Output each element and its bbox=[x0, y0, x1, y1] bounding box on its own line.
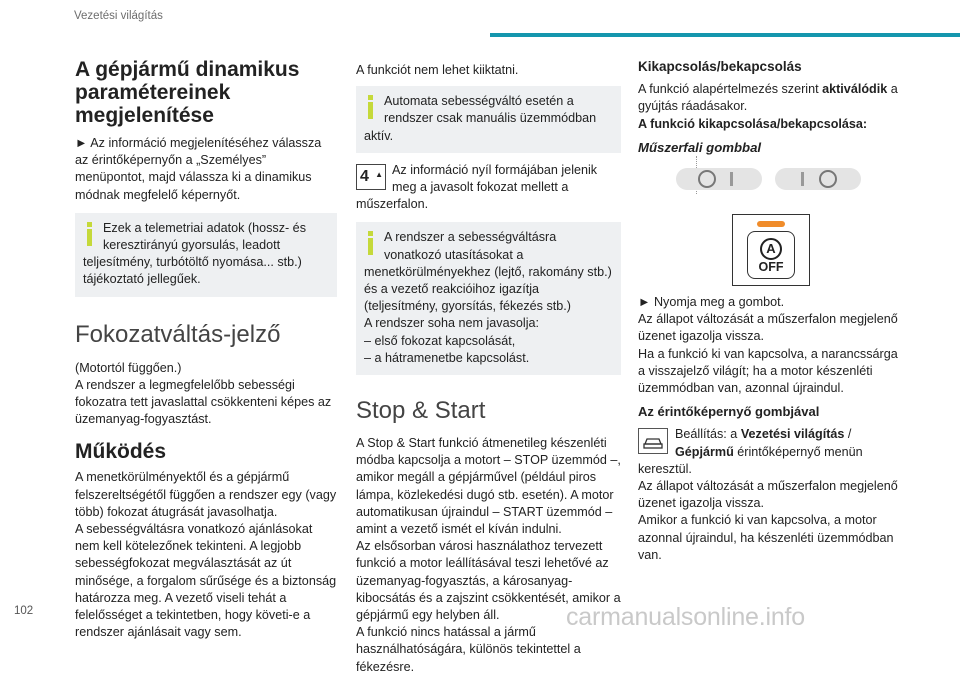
steering-wheel-icon bbox=[698, 170, 716, 188]
info-icon bbox=[83, 222, 97, 248]
paragraph-gear-description: A rendszer a legmegfelelőbb sebességi fokozatra tett javaslattal csökkenteni képes az üzemanyag-fogyasztást. bbox=[75, 377, 332, 427]
paragraph-operation-1: A menetkörülményektől és a gépjármű felszereltségétől függően a rendszer egy (vagy több) fokozat átugrását javasolhatja. bbox=[75, 470, 337, 519]
info-box-conditions bbox=[356, 222, 621, 375]
orange-indicator-led bbox=[757, 221, 785, 227]
section-title-stop-start: Stop & Start bbox=[356, 397, 486, 425]
paragraph-orange-indicator: Ha a funkció ki van kapcsolva, a narancssárga a visszajelző világít; ha a motor készenléti üzemmódban van, azonnal újraindul. bbox=[638, 346, 898, 396]
info-text-never: A rendszer soha nem javasolja: bbox=[364, 316, 540, 331]
text-touch-setting: Beállítás: a Vezetési világítás / Gépjármű érintőképernyő menün keresztül. bbox=[638, 427, 863, 476]
steering-switch-illustration-left bbox=[676, 168, 762, 190]
column-1 bbox=[75, 56, 337, 641]
gear-indicator-icon: 4 ▲ bbox=[356, 164, 386, 190]
car-icon bbox=[638, 428, 668, 454]
paragraph-cannot-disable: A funkciót nem lehet kiiktatni. bbox=[356, 63, 519, 77]
paragraph-engine-dependent: (Motortól függően.) bbox=[75, 360, 182, 375]
info-text-automatic: Automata sebességváltó esetén a rendszer csak manuális üzemmódban aktív. bbox=[364, 94, 597, 143]
column-3-lower bbox=[638, 294, 898, 564]
info-text-never-2: – a hátramenetbe kapcsolást. bbox=[364, 350, 530, 365]
section-title-dynamic-params: A gépjármű dinamikus paramétereinek megjelenítése bbox=[75, 58, 300, 127]
paragraph-stop-start-1: A Stop & Start funkció átmenetileg készenléti módba kapcsolja a motort – STOP üzemmód –, amikor megáll a gépjárművel (például piros lámpa, közlekedési dugó stb. esetén). A motor automatikusan újraindul – START üzemmód – amint a vezető ismét el kíván indulni. bbox=[356, 436, 621, 537]
text-arrow-info: Az információ nyíl formájában jelenik meg a javasolt fokozat mellett a műszerfalon. bbox=[356, 162, 598, 212]
info-icon bbox=[364, 95, 378, 121]
paragraph-display-instructions: ► Az információ megjelenítéséhez válassza az érintőképernyőn a „Személyes” menüpontot, majd válassza ki a dinamikus módnak megfelelő képernyőt. bbox=[75, 136, 322, 202]
steering-switch-illustration-right bbox=[775, 168, 861, 190]
auto-letter-icon: A bbox=[760, 238, 782, 260]
header-accent-bar bbox=[490, 33, 960, 37]
paragraph-press-button: ► Nyomja meg a gombot. bbox=[638, 295, 785, 309]
subsection-touchscreen-button: Az érintőképernyő gombjával bbox=[638, 404, 820, 420]
stop-start-button-illustration bbox=[732, 214, 810, 286]
section-title-disable-enable: Kikapcsolás/bekapcsolás bbox=[638, 59, 802, 74]
info-icon bbox=[364, 231, 378, 257]
info-text-never-1: – első fokozat kapcsolását, bbox=[364, 333, 516, 348]
column-2 bbox=[356, 56, 621, 676]
paragraph-stop-start-2: Az elsősorban városi használathoz tervezett funkció a motor leállításával teszi lehetővé az üzemanyag-fogyasztás, a károsanyag-kibocsátás és a zajszint csökkentését, amikor a gépjármű egy helyben áll. bbox=[356, 539, 621, 623]
section-title-gear-shift: Fokozatváltás-jelző bbox=[75, 320, 281, 348]
paragraph-stop-start-3: A funkció nincs hatással a jármű használhatóságára, különös tekintettel a fékezésre. bbox=[356, 625, 581, 674]
page-header-title: Vezetési világítás bbox=[74, 10, 163, 22]
auto-off-button-icon bbox=[747, 231, 795, 279]
paragraph-default-active: A funkció alapértelmezés szerint aktiválódik a gyújtás ráadásakor. bbox=[638, 82, 898, 114]
paragraph-how-to-toggle: A funkció kikapcsolása/bekapcsolása: bbox=[638, 116, 868, 131]
info-box-telemetry bbox=[75, 213, 337, 297]
subsection-dashboard-button: Műszerfali gombbal bbox=[638, 139, 762, 155]
section-title-operation: Működés bbox=[75, 440, 167, 464]
touchscreen-setting-note bbox=[638, 426, 898, 478]
gear-arrow-note bbox=[356, 162, 621, 214]
paragraph-touch-disabled: Amikor a funkció ki van kapcsolva, a motor azonnal újraindul, ha készenléti üzemmódban van. bbox=[638, 513, 894, 562]
page-number: 102 bbox=[14, 605, 34, 617]
paragraph-status-confirmation: Az állapot változását a műszerfalon megjelenő üzenet igazolja vissza. bbox=[638, 312, 898, 344]
info-text-conditions: A rendszer a sebességváltásra vonatkozó utasításokat a menetkörülményekhez (lejtő, rakomány stb.) és a vezető reakcióihoz igazítja (teljesítmény, gyorsítás, fékezés stb.) bbox=[364, 230, 612, 314]
off-label: OFF bbox=[758, 260, 784, 274]
paragraph-touch-status: Az állapot változását a műszerfalon megjelenő üzenet igazolja vissza. bbox=[638, 479, 898, 511]
steering-wheel-icon bbox=[819, 170, 837, 188]
info-text-telemetry: Ezek a telemetriai adatok (hossz- és keresztirányú gyorsulás, leadott teljesítmény, turbótöltő nyomása... stb.) tájékoztató jellegűek. bbox=[83, 220, 306, 287]
info-box-automatic bbox=[356, 86, 621, 153]
paragraph-operation-2: A sebességváltásra vonatkozó ajánlásokat nem kell kötelezőnek tekinteni. A legjobb sebességfokozat megválasztását az út minősége, a forgalom sűrűsége és a biztonság határozza meg. A vezető viseli tehát a felelősséget a tekintetben, hogy követi-e a rendszer ajánlásait vagy sem. bbox=[75, 522, 337, 640]
column-3 bbox=[638, 56, 898, 156]
watermark: carmanualsonline.info bbox=[566, 603, 806, 631]
